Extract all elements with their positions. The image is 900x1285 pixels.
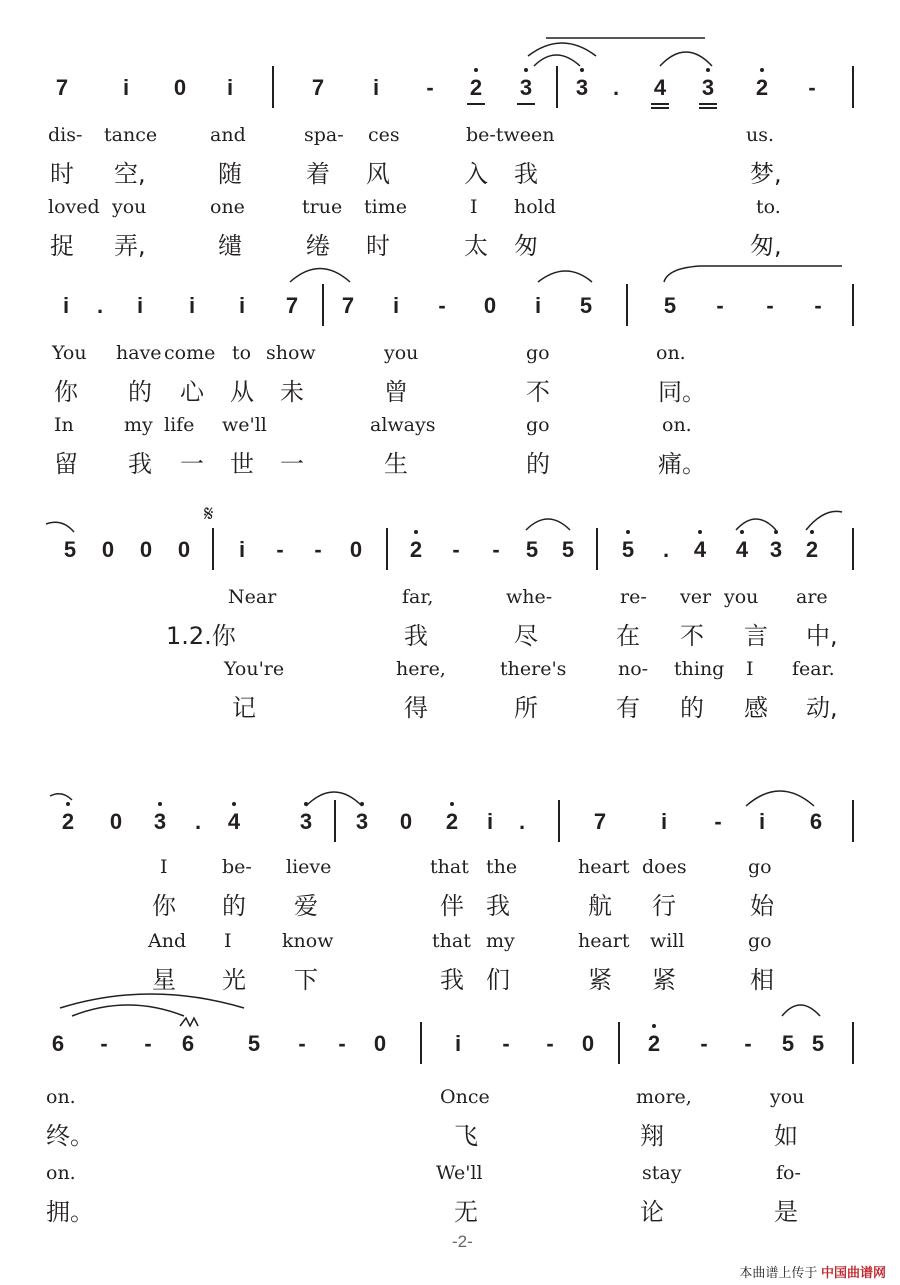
note: 5	[525, 537, 539, 562]
lyrics-verse-1-en	[0, 856, 900, 886]
note: 2	[404, 536, 428, 564]
lyric: In	[54, 414, 74, 436]
note: 5	[781, 1031, 795, 1056]
note: i	[238, 537, 246, 562]
lyric: 感	[744, 694, 768, 722]
barline	[272, 66, 274, 108]
lyric: ces	[368, 124, 400, 146]
lyric: 随	[218, 160, 242, 188]
lyric: I	[160, 856, 168, 878]
lyric: We'll	[436, 1162, 483, 1184]
note: -	[502, 1031, 510, 1056]
lyric: whe-	[506, 586, 553, 608]
lyric: that	[432, 930, 471, 952]
lyric: hold	[514, 196, 556, 218]
lyrics-verse-2-zh	[0, 444, 900, 478]
note: -	[814, 293, 822, 318]
notes-row	[0, 800, 900, 844]
barline	[852, 1022, 854, 1064]
lyrics-verse-2-en	[0, 1162, 900, 1192]
lyrics-verse-1-zh	[0, 616, 900, 650]
lyric: 缱	[218, 232, 242, 260]
notes-row	[0, 1022, 900, 1066]
lyric: 紧	[652, 966, 676, 994]
lyrics-verse-2-en	[0, 196, 900, 226]
lyric: spa-	[304, 124, 344, 146]
note: -	[744, 1031, 752, 1056]
lyric: we'll	[222, 414, 267, 436]
lyric: 弄,	[114, 232, 146, 260]
barline	[618, 1022, 620, 1064]
note: -	[100, 1031, 108, 1056]
lyric: 下	[294, 966, 318, 994]
note: -	[452, 537, 460, 562]
lyrics-verse-2-en	[0, 658, 900, 688]
note: i	[136, 293, 144, 318]
lyric: 记	[232, 694, 256, 722]
lyric: 绻	[306, 232, 330, 260]
lyric: 始	[750, 892, 774, 920]
lyric: I	[746, 658, 754, 680]
lyric: 得	[404, 694, 428, 722]
lyrics-verse-1-zh	[0, 1116, 900, 1150]
lyric: 所	[514, 694, 538, 722]
lyric: 痛。	[658, 450, 706, 478]
lyric: 我	[404, 622, 428, 650]
lyric: true	[302, 196, 343, 218]
lyric: 匆	[514, 232, 538, 260]
note: .	[96, 293, 104, 318]
note: 7	[311, 75, 325, 100]
barline	[852, 528, 854, 570]
note: i	[62, 293, 70, 318]
lyric: be-	[222, 856, 252, 878]
lyric: you	[770, 1086, 805, 1108]
note: i	[534, 293, 542, 318]
lyric: 未	[280, 378, 304, 406]
barline	[420, 1022, 422, 1064]
note: 3	[350, 808, 374, 836]
note: 5	[247, 1031, 261, 1056]
note: 2	[56, 808, 80, 836]
lyric: fo-	[776, 1162, 801, 1184]
barline	[322, 284, 324, 326]
note: i	[758, 809, 766, 834]
lyric: 你	[54, 378, 78, 406]
note: 5	[579, 293, 593, 318]
lyric: 太	[464, 232, 488, 260]
note: 0	[349, 537, 363, 562]
note: -	[808, 75, 816, 100]
lyric: be-tween	[466, 124, 555, 146]
note: -	[298, 1031, 306, 1056]
lyric: 我	[486, 892, 510, 920]
note: 3	[570, 74, 594, 102]
note: .	[194, 809, 202, 834]
lyric: you	[112, 196, 147, 218]
note: 5	[811, 1031, 825, 1056]
lyric: 空,	[114, 160, 146, 188]
note: i	[226, 75, 234, 100]
lyrics-verse-2-en	[0, 930, 900, 960]
note: -	[338, 1031, 346, 1056]
barline	[626, 284, 628, 326]
lyric: 动,	[806, 694, 838, 722]
barline	[852, 66, 854, 108]
lyric: 风	[366, 160, 390, 188]
note: 0	[373, 1031, 387, 1056]
notes-row	[0, 66, 900, 110]
lyric: 的	[526, 450, 550, 478]
lyric: 着	[306, 160, 330, 188]
note: -	[438, 293, 446, 318]
lyric: 留	[54, 450, 78, 478]
lyrics-verse-1-en	[0, 1086, 900, 1116]
note: i	[454, 1031, 462, 1056]
note: 4	[730, 536, 754, 564]
lyric: Once	[440, 1086, 490, 1108]
lyric: go	[526, 414, 550, 436]
lyric: 飞	[454, 1122, 478, 1150]
note: 7	[593, 809, 607, 834]
note: -	[766, 293, 774, 318]
lyrics-verse-2-zh	[0, 960, 900, 994]
lyric: 我	[514, 160, 538, 188]
lyrics-verse-1-zh	[0, 372, 900, 406]
lyric: here,	[396, 658, 446, 680]
segno-sign: 𝄋	[204, 502, 214, 527]
lyric: on.	[662, 414, 692, 436]
lyric: 不	[680, 622, 704, 650]
note: 5	[663, 293, 677, 318]
note: 0	[399, 809, 413, 834]
lyric: 中,	[806, 622, 838, 650]
lyric: 是	[774, 1198, 798, 1226]
lyric: come	[164, 342, 216, 364]
note: .	[662, 537, 670, 562]
lyric: 终。	[46, 1122, 94, 1150]
note: i	[188, 293, 196, 318]
lyric: are	[796, 586, 828, 608]
lyric: 梦,	[750, 160, 782, 188]
lyric: You	[52, 342, 87, 364]
lyric: one	[210, 196, 245, 218]
lyric: you	[724, 586, 759, 608]
note: 2	[642, 1030, 666, 1058]
note: 3	[514, 74, 538, 102]
lyric: 论	[640, 1198, 664, 1226]
lyric: 无	[454, 1198, 478, 1226]
barline	[558, 800, 560, 842]
lyric: You're	[224, 658, 285, 680]
lyric: I	[470, 196, 478, 218]
lyric: 爱	[294, 892, 318, 920]
lyric: on.	[656, 342, 686, 364]
lyric: 行	[652, 892, 676, 920]
lyric: 世	[230, 450, 254, 478]
lyric: time	[364, 196, 407, 218]
note: i	[486, 809, 494, 834]
lyric: heart	[578, 930, 630, 952]
note: 6	[51, 1031, 65, 1056]
lyric: on.	[46, 1086, 76, 1108]
lyric: 拥。	[46, 1198, 94, 1226]
lyrics-verse-1-en	[0, 124, 900, 154]
note: -	[314, 537, 322, 562]
lyric: my	[486, 930, 515, 952]
note: 6	[181, 1031, 195, 1056]
note: 0	[139, 537, 153, 562]
lyric: 曾	[384, 378, 408, 406]
lyric: 生	[384, 450, 408, 478]
lyric: 同。	[658, 378, 706, 406]
lyric: 伴	[440, 892, 464, 920]
note: 3	[696, 74, 720, 102]
barline	[852, 800, 854, 842]
lyric: ver	[680, 586, 712, 608]
lyric: go	[748, 930, 772, 952]
barline	[596, 528, 598, 570]
note: .	[518, 809, 526, 834]
notes-row	[0, 284, 900, 328]
lyric: know	[282, 930, 334, 952]
lyric: Near	[228, 586, 277, 608]
lyric: 们	[486, 966, 510, 994]
lyric: to	[232, 342, 252, 364]
note: 5	[616, 536, 640, 564]
lyric: 捉	[50, 232, 74, 260]
note: -	[426, 75, 434, 100]
barline	[212, 528, 214, 570]
barline	[386, 528, 388, 570]
lyric: 相	[750, 966, 774, 994]
lyric: far,	[402, 586, 434, 608]
lyric: 尽	[514, 622, 538, 650]
lyric: 的	[128, 378, 152, 406]
note: -	[716, 293, 724, 318]
lyric: 我	[440, 966, 464, 994]
note: 7	[285, 293, 299, 318]
lyric: lieve	[286, 856, 332, 878]
lyric: I	[224, 930, 232, 952]
note: -	[700, 1031, 708, 1056]
lyric: 一	[180, 450, 204, 478]
note: 3	[764, 536, 788, 564]
lyric: loved	[48, 196, 100, 218]
note: 2	[440, 808, 464, 836]
note: 4	[688, 536, 712, 564]
note: -	[492, 537, 500, 562]
lyric: 星	[152, 966, 176, 994]
lyric: And	[148, 930, 187, 952]
lyric: 时	[366, 232, 390, 260]
note: i	[122, 75, 130, 100]
note: -	[144, 1031, 152, 1056]
lyric: 光	[222, 966, 246, 994]
lyrics-verse-1-zh	[0, 886, 900, 920]
lyric: 我	[128, 450, 152, 478]
lyrics-verse-1-zh	[0, 154, 900, 188]
lyric: you	[384, 342, 419, 364]
lyric: 翔	[640, 1122, 664, 1150]
lyric: 言	[744, 622, 768, 650]
lyric: the	[486, 856, 518, 878]
lyric: that	[430, 856, 469, 878]
lyric: 有	[616, 694, 640, 722]
site-logo[interactable]: 中国曲谱网	[820, 1265, 886, 1280]
lyric: 一	[280, 450, 304, 478]
lyrics-verse-1-en	[0, 342, 900, 372]
note: 2	[800, 536, 824, 564]
note: 7	[341, 293, 355, 318]
note: 7	[55, 75, 69, 100]
note: i	[238, 293, 246, 318]
lyric: stay	[642, 1162, 682, 1184]
lyric: there's	[500, 658, 567, 680]
lyric: re-	[620, 586, 647, 608]
lyric: always	[370, 414, 436, 436]
source-credit-text: 本曲谱上传于	[739, 1265, 818, 1280]
lyric: thing	[674, 658, 725, 680]
note: 6	[809, 809, 823, 834]
note: 2	[750, 74, 774, 102]
note: 3	[148, 808, 172, 836]
lyrics-verse-2-zh	[0, 226, 900, 260]
page-number: -2-	[452, 1232, 473, 1251]
lyric: 从	[230, 378, 254, 406]
barline	[334, 800, 336, 842]
note: 0	[581, 1031, 595, 1056]
note: 0	[483, 293, 497, 318]
source-credit	[739, 1262, 886, 1281]
note: 0	[109, 809, 123, 834]
lyric: and	[210, 124, 246, 146]
lyric: have	[116, 342, 162, 364]
lyric: to.	[756, 196, 781, 218]
note: 4	[648, 74, 672, 102]
note: 4	[222, 808, 246, 836]
note: 0	[177, 537, 191, 562]
lyric: fear.	[792, 658, 835, 680]
lyric: 的	[680, 694, 704, 722]
lyric: go	[526, 342, 550, 364]
notes-row	[0, 528, 900, 572]
note: .	[612, 75, 620, 100]
lyric: dis-	[48, 124, 83, 146]
note: 2	[464, 74, 488, 102]
lyric: 1.2.你	[166, 622, 236, 650]
lyric: go	[748, 856, 772, 878]
lyric: 在	[616, 622, 640, 650]
note: 0	[173, 75, 187, 100]
lyric: show	[266, 342, 316, 364]
lyric: 入	[464, 160, 488, 188]
lyric: does	[642, 856, 687, 878]
note: -	[714, 809, 722, 834]
lyric: 心	[180, 378, 204, 406]
lyric: no-	[618, 658, 649, 680]
lyric: my	[124, 414, 153, 436]
barline	[852, 284, 854, 326]
note: i	[392, 293, 400, 318]
lyric: 不	[526, 378, 550, 406]
lyrics-verse-2-zh	[0, 688, 900, 722]
lyrics-verse-1-en	[0, 586, 900, 616]
lyric: 你	[152, 892, 176, 920]
lyric: more,	[636, 1086, 692, 1108]
lyric: on.	[46, 1162, 76, 1184]
lyric: will	[650, 930, 685, 952]
lyric: heart	[578, 856, 630, 878]
lyric: 匆,	[750, 232, 782, 260]
note: 5	[63, 537, 77, 562]
lyric: 如	[774, 1122, 798, 1150]
note: i	[660, 809, 668, 834]
lyrics-verse-2-zh	[0, 1192, 900, 1226]
lyric: us.	[746, 124, 775, 146]
note: 0	[101, 537, 115, 562]
note: -	[276, 537, 284, 562]
lyric: 的	[222, 892, 246, 920]
note: 5	[561, 537, 575, 562]
lyric: 紧	[588, 966, 612, 994]
lyric: life	[164, 414, 195, 436]
note: 3	[294, 808, 318, 836]
lyric: 时	[50, 160, 74, 188]
lyric: 航	[588, 892, 612, 920]
lyric: tance	[104, 124, 158, 146]
note: -	[546, 1031, 554, 1056]
barline	[556, 66, 558, 108]
note: i	[372, 75, 380, 100]
lyrics-verse-2-en	[0, 414, 900, 444]
